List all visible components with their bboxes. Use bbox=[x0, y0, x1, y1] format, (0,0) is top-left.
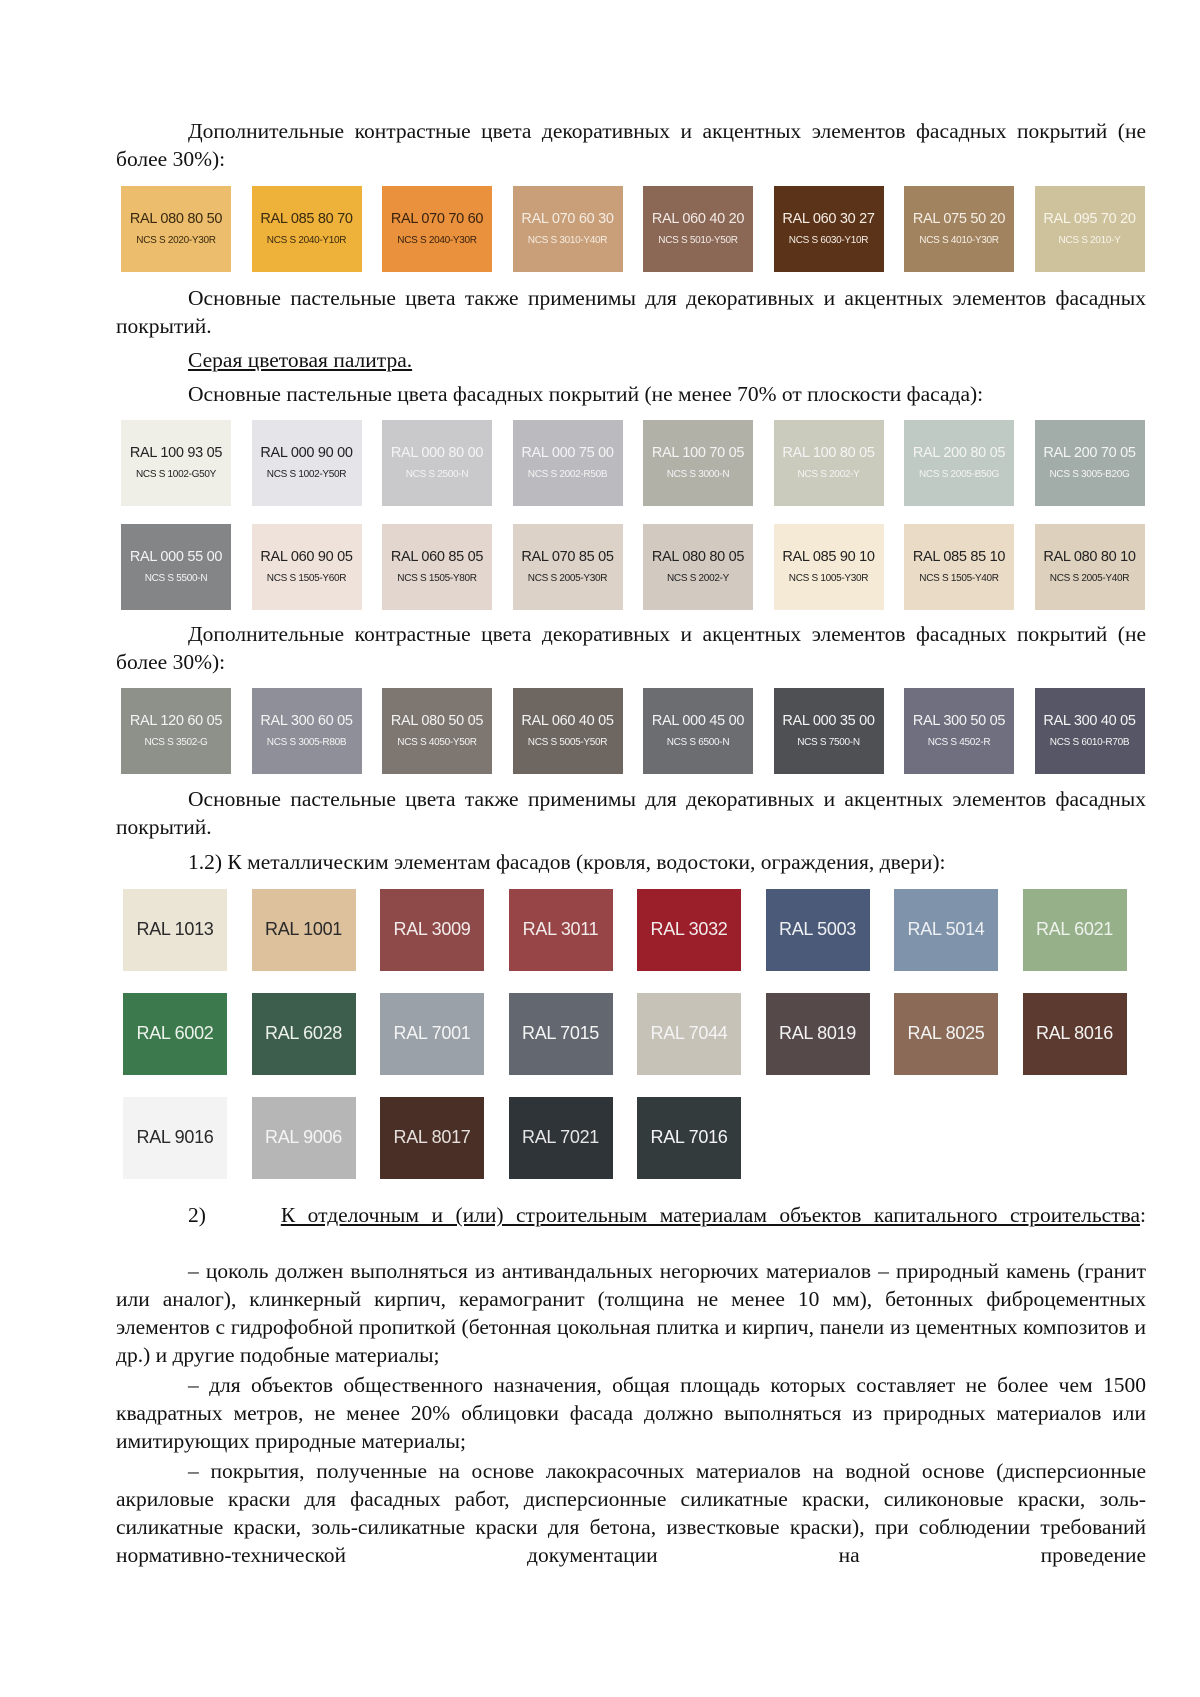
color-swatch bbox=[894, 993, 998, 1075]
swatch-ral-code: RAL 075 50 20 bbox=[912, 211, 1006, 227]
swatch-ral-code: RAL 1013 bbox=[136, 919, 214, 939]
swatch-ncs-code: NCS S 2500-N bbox=[405, 469, 469, 480]
color-swatch bbox=[774, 420, 884, 506]
color-swatch bbox=[1035, 524, 1145, 610]
swatch-ncs-code: NCS S 1505-Y40R bbox=[919, 573, 999, 584]
swatch-ral-code: RAL 085 90 10 bbox=[782, 549, 875, 565]
paragraph-pastel-applicable-2: Основные пастельные цвета также применимы для декоративных и акцентных элементов фасадных покрытий. bbox=[116, 787, 1146, 839]
color-swatch bbox=[904, 186, 1014, 272]
color-swatch bbox=[513, 186, 623, 272]
swatch-ncs-code: NCS S 2005-Y30R bbox=[527, 573, 608, 584]
swatch-ral-code: RAL 085 80 70 bbox=[260, 211, 353, 227]
color-swatch bbox=[643, 420, 753, 506]
color-swatch bbox=[774, 688, 884, 774]
swatch-ncs-code: NCS S 2010-Y bbox=[1058, 235, 1121, 246]
color-swatch bbox=[1023, 993, 1127, 1075]
swatch-ral-code: RAL 300 40 05 bbox=[1043, 713, 1136, 729]
color-swatch bbox=[380, 1097, 484, 1179]
swatch-ral-code: RAL 5003 bbox=[779, 919, 856, 939]
swatch-ral-code: RAL 080 80 05 bbox=[651, 549, 745, 565]
swatch-ral-code: RAL 000 90 00 bbox=[260, 445, 353, 461]
color-swatch bbox=[382, 524, 492, 610]
color-swatch bbox=[252, 420, 362, 506]
swatch-ral-code: RAL 8025 bbox=[907, 1023, 985, 1043]
color-swatch bbox=[513, 688, 623, 774]
color-swatch bbox=[894, 889, 998, 971]
section-2-number: 2) bbox=[188, 1203, 206, 1227]
swatch-ncs-code: NCS S 1505-Y60R bbox=[266, 573, 347, 584]
swatch-ral-code: RAL 300 60 05 bbox=[260, 713, 353, 729]
paragraph-accent-warm-intro: Дополнительные контрастные цвета декоративных и акцентных элементов фасадных покрытий (не более 30%): bbox=[116, 119, 1146, 171]
swatch-ral-code: RAL 100 80 05 bbox=[782, 445, 875, 461]
swatch-ral-code: RAL 7015 bbox=[522, 1023, 599, 1043]
swatch-ral-code: RAL 070 85 05 bbox=[521, 549, 614, 565]
paragraph-plinth: – цоколь должен выполняться из антивандальных негорючих материалов – природный камень (гранит или аналог), клинкерный кирпич, керамогранит (толщина не менее 10 мм), бетонных фиброцементных элементов с гидрофобной пропиткой (бетонная цокольная плитка и кирпич, панели из цементных композитов и др.) и другие подобные материалы; bbox=[116, 1259, 1146, 1367]
color-swatch bbox=[252, 186, 362, 272]
color-swatch bbox=[382, 186, 492, 272]
swatch-ral-code: RAL 7044 bbox=[650, 1023, 728, 1043]
swatch-ral-code: RAL 080 80 10 bbox=[1043, 549, 1136, 565]
color-swatch bbox=[1035, 420, 1145, 506]
color-swatch bbox=[382, 688, 492, 774]
swatch-ncs-code: NCS S 7500-N bbox=[797, 737, 860, 748]
swatch-ral-code: RAL 060 40 05 bbox=[521, 713, 614, 729]
color-swatch bbox=[121, 524, 231, 610]
swatch-ral-code: RAL 3009 bbox=[393, 919, 471, 939]
swatch-ral-code: RAL 6028 bbox=[265, 1023, 342, 1043]
swatch-ncs-code: NCS S 3005-B20G bbox=[1049, 469, 1130, 480]
swatch-ral-code: RAL 9006 bbox=[265, 1127, 342, 1147]
swatch-ncs-code: NCS S 3000-N bbox=[666, 469, 730, 480]
color-swatch bbox=[509, 993, 613, 1075]
paragraph-grey-accent-intro: Дополнительные контрастные цвета декоративных и акцентных элементов фасадных покрытий (не более 30%): bbox=[116, 622, 1146, 674]
swatch-ncs-code: NCS S 6500-N bbox=[666, 737, 730, 748]
swatch-ral-code: RAL 8016 bbox=[1036, 1023, 1113, 1043]
color-swatch bbox=[643, 186, 753, 272]
swatch-ncs-code: NCS S 2020-Y30R bbox=[136, 235, 216, 246]
swatch-ncs-code: NCS S 3010-Y40R bbox=[527, 235, 608, 246]
swatch-ncs-code: NCS S 5005-Y50R bbox=[527, 737, 608, 748]
swatch-ral-code: RAL 060 40 20 bbox=[651, 211, 745, 227]
swatch-ncs-code: NCS S 5500-N bbox=[144, 573, 208, 584]
grey-palette-heading-line bbox=[116, 346, 1146, 374]
swatch-ral-code: RAL 3032 bbox=[650, 919, 728, 939]
color-swatch bbox=[774, 186, 884, 272]
swatch-ral-code: RAL 060 30 27 bbox=[782, 211, 875, 227]
color-swatch bbox=[904, 524, 1014, 610]
swatch-ncs-code: NCS S 3005-R80B bbox=[266, 737, 347, 748]
swatch-ral-code: RAL 000 75 00 bbox=[521, 445, 614, 461]
color-swatch bbox=[509, 1097, 613, 1179]
color-swatch bbox=[380, 889, 484, 971]
swatch-ral-code: RAL 095 70 20 bbox=[1043, 211, 1136, 227]
swatch-ral-code: RAL 5014 bbox=[907, 919, 985, 939]
swatch-ral-code: RAL 070 60 30 bbox=[521, 211, 614, 227]
swatch-ral-code: RAL 8019 bbox=[779, 1023, 856, 1043]
color-swatch bbox=[904, 688, 1014, 774]
swatch-ral-code: RAL 060 85 05 bbox=[390, 549, 484, 565]
swatch-ral-code: RAL 085 85 10 bbox=[912, 549, 1006, 565]
swatch-ral-code: RAL 100 93 05 bbox=[129, 445, 223, 461]
swatch-ral-code: RAL 070 70 60 bbox=[390, 211, 484, 227]
paragraph-public-objects: – для объектов общественного назначения, общая площадь которых составляет не более чем 1500 квадратных метров, не менее 20% облицовки фасада должно выполняться из природных материалов или имитирующих природные материалы; bbox=[116, 1373, 1146, 1453]
color-swatch bbox=[382, 420, 492, 506]
swatch-ral-code: RAL 1001 bbox=[265, 919, 342, 939]
color-swatch bbox=[513, 420, 623, 506]
color-swatch bbox=[513, 524, 623, 610]
color-swatch bbox=[637, 889, 741, 971]
swatch-ncs-code: NCS S 4010-Y30R bbox=[919, 235, 999, 246]
swatch-ral-code: RAL 080 50 05 bbox=[390, 713, 484, 729]
color-swatch bbox=[509, 889, 613, 971]
color-swatch bbox=[643, 688, 753, 774]
color-swatch bbox=[637, 1097, 741, 1179]
swatch-ral-code: RAL 7001 bbox=[393, 1023, 471, 1043]
swatch-ncs-code: NCS S 2005-B50G bbox=[919, 469, 999, 480]
swatch-ral-code: RAL 000 35 00 bbox=[782, 713, 875, 729]
swatch-ncs-code: NCS S 6030-Y10R bbox=[788, 235, 869, 246]
swatch-ncs-code: NCS S 1505-Y80R bbox=[397, 573, 477, 584]
color-swatch bbox=[121, 420, 231, 506]
color-swatch bbox=[380, 993, 484, 1075]
swatch-ncs-code: NCS S 2002-R50B bbox=[527, 469, 608, 480]
swatch-ncs-code: NCS S 2002-Y bbox=[797, 469, 860, 480]
swatch-ral-code: RAL 6002 bbox=[136, 1023, 214, 1043]
swatch-ncs-code: NCS S 1005-Y30R bbox=[788, 573, 869, 584]
swatch-ncs-code: NCS S 2002-Y bbox=[667, 573, 729, 584]
paragraph-pastel-applicable-1: Основные пастельные цвета также применимы для декоративных и акцентных элементов фасадных покрытий. bbox=[116, 286, 1146, 338]
swatch-ral-code: RAL 000 45 00 bbox=[651, 713, 745, 729]
swatch-ral-code: RAL 000 55 00 bbox=[129, 549, 223, 565]
color-swatch bbox=[1035, 688, 1145, 774]
swatch-ncs-code: NCS S 4502-R bbox=[927, 737, 991, 748]
grey-palette-heading: Серая цветовая палитра. bbox=[188, 348, 413, 372]
swatch-ncs-code: NCS S 2005-Y40R bbox=[1049, 573, 1130, 584]
swatch-ral-code: RAL 8017 bbox=[393, 1127, 471, 1147]
swatch-ral-code: RAL 9016 bbox=[136, 1127, 214, 1147]
color-swatch bbox=[1023, 889, 1127, 971]
swatch-ral-code: RAL 060 90 05 bbox=[260, 549, 353, 565]
color-swatch bbox=[637, 993, 741, 1075]
swatch-ral-code: RAL 080 80 50 bbox=[129, 211, 223, 227]
color-swatch bbox=[123, 889, 227, 971]
color-swatch bbox=[643, 524, 753, 610]
color-swatch bbox=[121, 186, 231, 272]
color-swatch bbox=[252, 993, 356, 1075]
swatch-ral-code: RAL 6021 bbox=[1036, 919, 1113, 939]
color-swatch bbox=[252, 524, 362, 610]
swatch-ral-code: RAL 7021 bbox=[522, 1127, 599, 1147]
section-2-colon: : bbox=[1140, 1203, 1147, 1227]
swatch-ral-code: RAL 200 70 05 bbox=[1043, 445, 1136, 461]
color-swatch bbox=[252, 1097, 356, 1179]
paragraph-grey-main-intro: Основные пастельные цвета фасадных покрытий (не менее 70% от плоскости фасада): bbox=[188, 382, 984, 406]
color-swatch bbox=[766, 993, 870, 1075]
paragraph-metal-intro: 1.2) К металлическим элементам фасадов (кровля, водостоки, ограждения, двери): bbox=[188, 850, 946, 874]
swatch-ncs-code: NCS S 1002-G50Y bbox=[136, 469, 216, 480]
color-swatch bbox=[766, 889, 870, 971]
swatch-ral-code: RAL 7016 bbox=[650, 1127, 728, 1147]
swatch-ral-code: RAL 3011 bbox=[522, 919, 599, 939]
color-swatch bbox=[1035, 186, 1145, 272]
color-swatch bbox=[904, 420, 1014, 506]
swatch-ral-code: RAL 300 50 05 bbox=[912, 713, 1006, 729]
paragraph-coatings: – покрытия, полученные на основе лакокрасочных материалов на водной основе (дисперсионные акриловые краски для фасадных работ, дисперсионные силикатные краски, силиконовые краски, золь-силикатные краски, золь-силикатные краски для бетона, известковые краски), при соблюдении требований нормативно-технической документации на проведение bbox=[116, 1459, 1146, 1567]
color-swatch bbox=[774, 524, 884, 610]
swatch-ncs-code: NCS S 2040-Y10R bbox=[266, 235, 347, 246]
color-swatch bbox=[123, 993, 227, 1075]
swatch-ral-code: RAL 200 80 05 bbox=[912, 445, 1006, 461]
swatch-ncs-code: NCS S 6010-R70B bbox=[1049, 737, 1130, 748]
swatch-ncs-code: NCS S 4050-Y50R bbox=[397, 737, 477, 748]
color-swatch bbox=[123, 1097, 227, 1179]
color-swatch bbox=[121, 688, 231, 774]
color-swatch bbox=[252, 889, 356, 971]
swatch-ral-code: RAL 000 80 00 bbox=[390, 445, 484, 461]
swatch-ncs-code: NCS S 3502-G bbox=[144, 737, 208, 748]
swatch-ral-code: RAL 120 60 05 bbox=[129, 713, 223, 729]
paragraph-section-2 bbox=[116, 1201, 1146, 1229]
section-2-title: К отделочным и (или) строительным материалам объектов капитального строительства bbox=[280, 1203, 1141, 1227]
swatch-ral-code: RAL 100 70 05 bbox=[651, 445, 745, 461]
color-swatch bbox=[252, 688, 362, 774]
swatch-ncs-code: NCS S 2040-Y30R bbox=[397, 235, 477, 246]
swatch-ncs-code: NCS S 5010-Y50R bbox=[658, 235, 738, 246]
swatch-ncs-code: NCS S 1002-Y50R bbox=[266, 469, 347, 480]
